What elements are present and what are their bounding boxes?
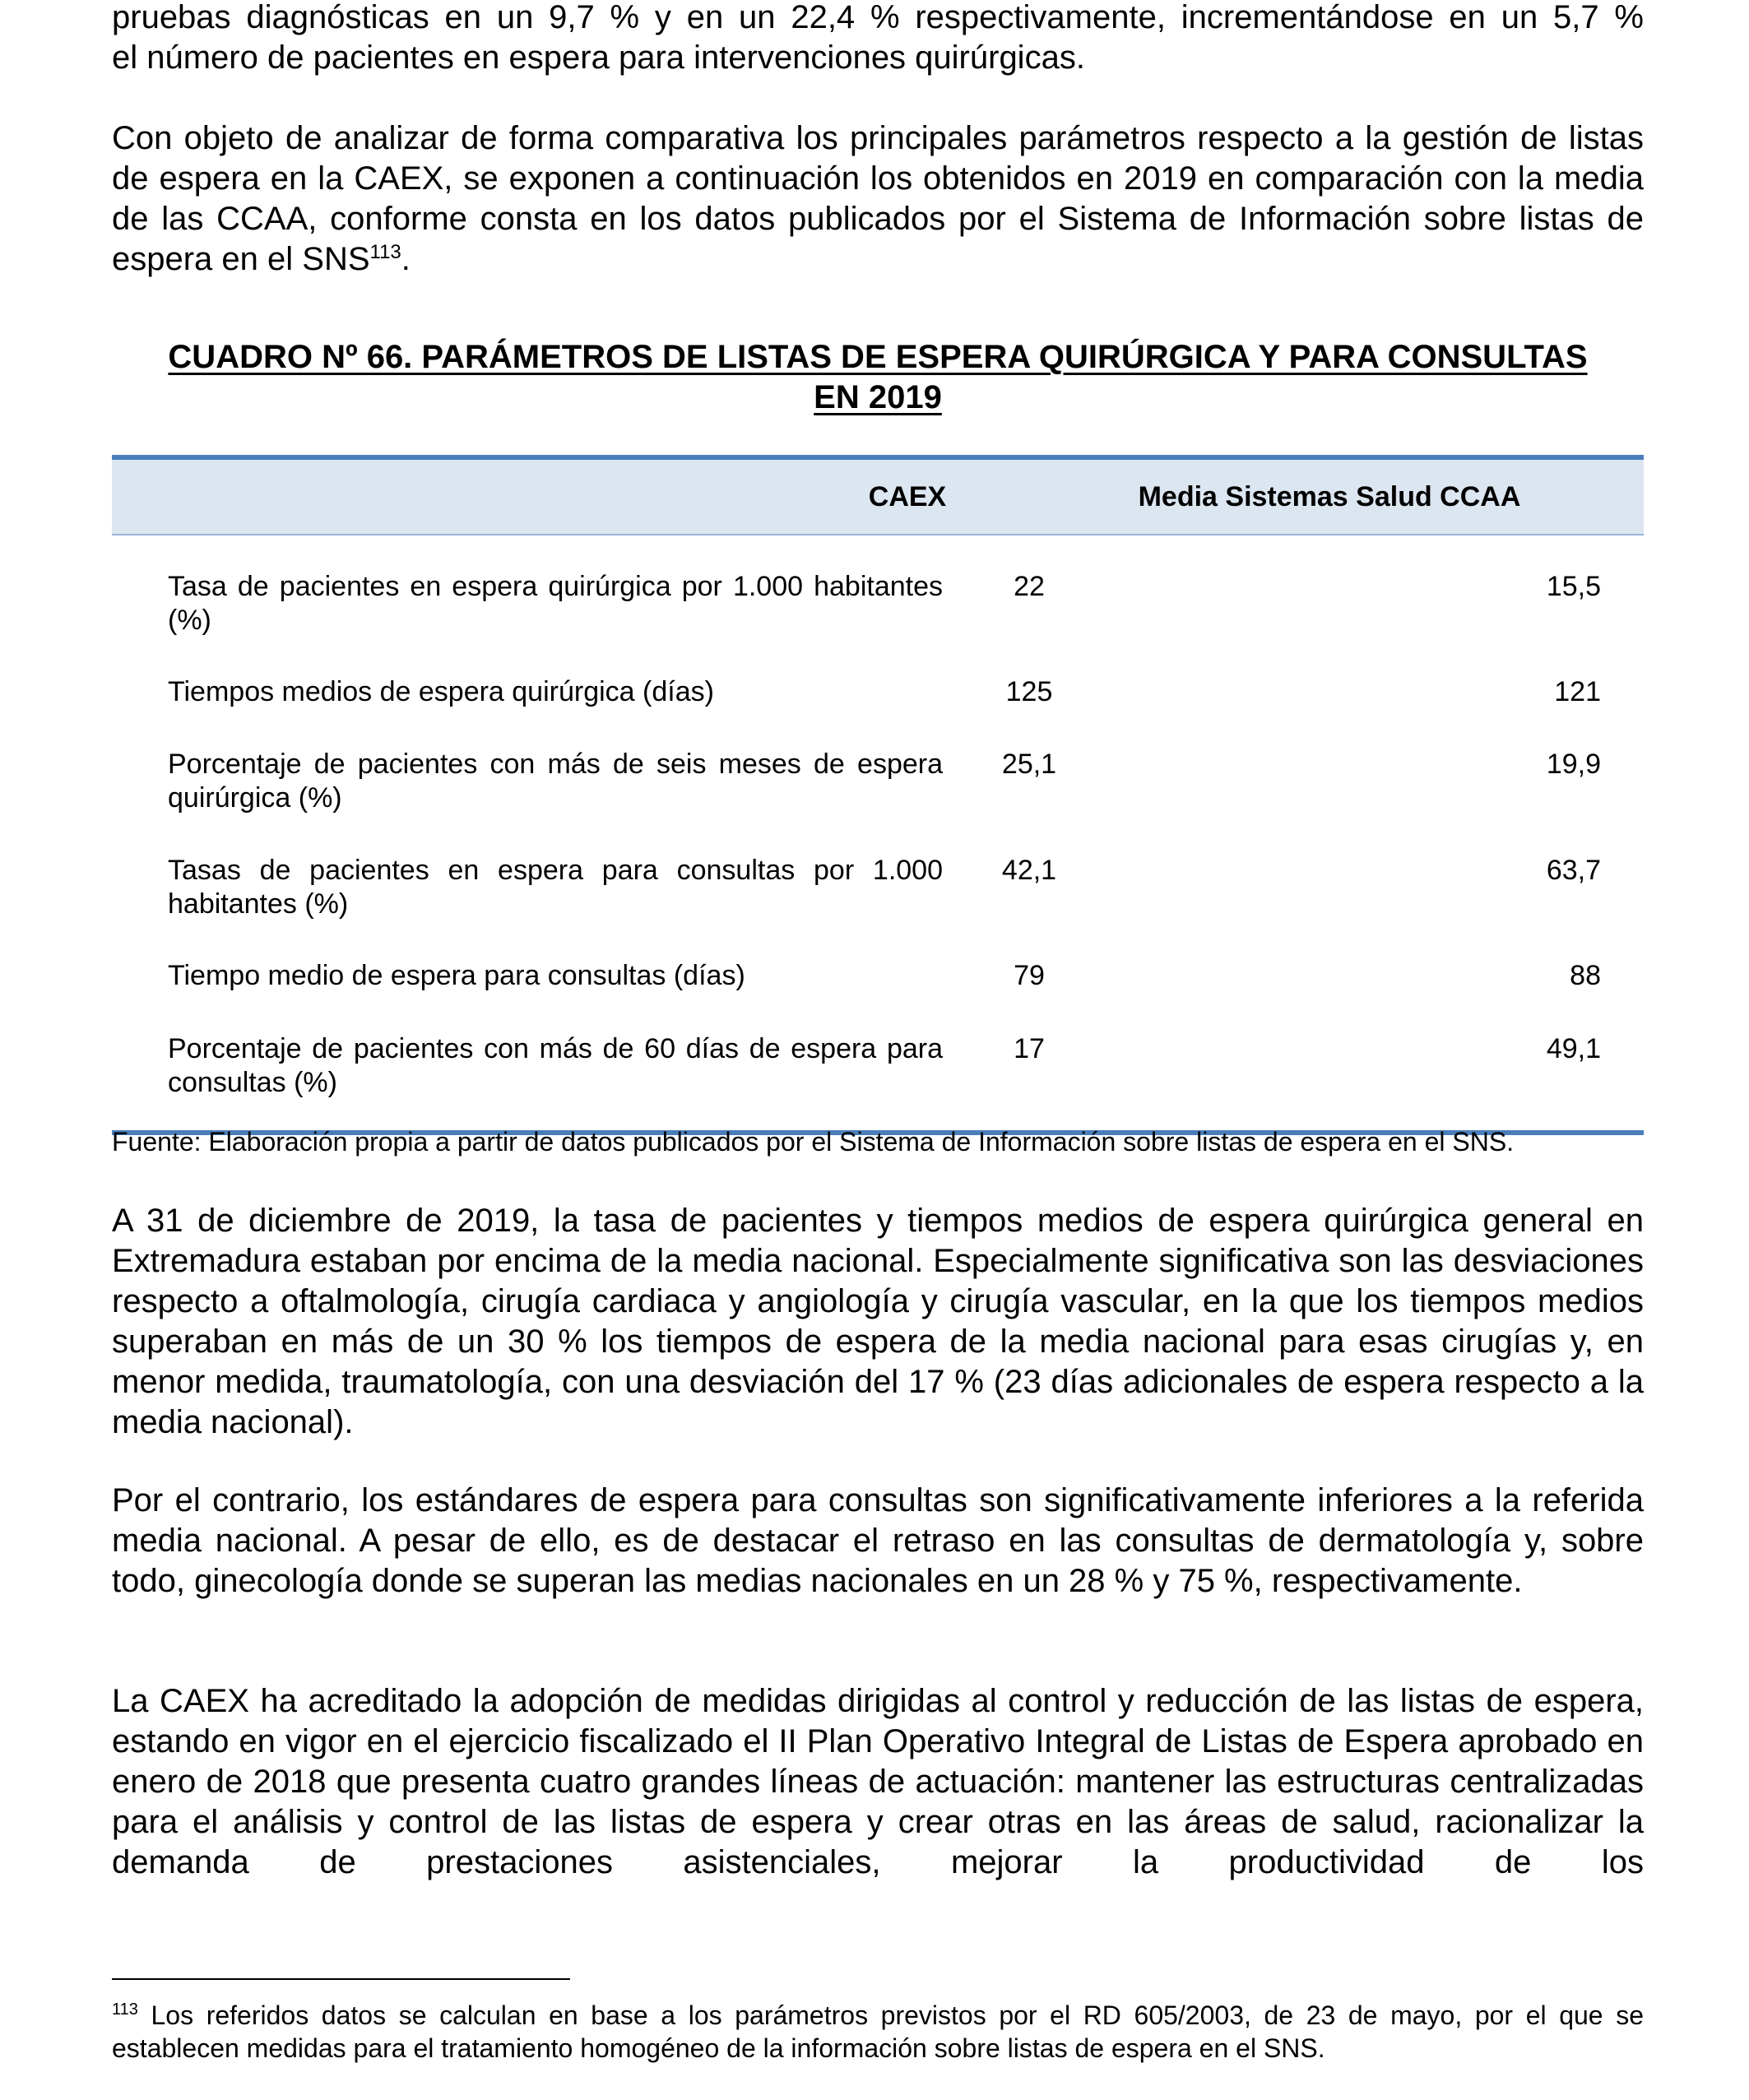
- footnote-number: 113: [112, 2000, 138, 2019]
- row-label: Tasas de pacientes en espera para consultas por 1.000 habitantes (%): [168, 855, 943, 920]
- footnote-reference: 113: [369, 241, 401, 263]
- row-value-caex: 42,1: [1001, 855, 1057, 886]
- row-value-media: 49,1: [1546, 1033, 1601, 1064]
- row-value-caex: 17: [1014, 1033, 1045, 1064]
- footnote: [112, 1999, 1644, 2065]
- table-title-line-2: EN 2019: [814, 379, 942, 415]
- column-header-caex: CAEX: [868, 481, 947, 512]
- paragraph-5: La CAEX ha acreditado la adopción de medidas dirigidas al control y reducción de las listas de espera, estando en vigor en el ejercicio fiscalizado el II Plan Operativo Integral de Listas de Espera aprobado en enero de 2018 que presenta cuatro grandes líneas de actuación: mantener las estructuras centralizadas para el análisis y control de las listas de espera y crear otras en las áreas de salud, racionalizar la demanda de prestaciones asistenciales, mejorar la productividad de los: [112, 1683, 1644, 1880]
- footnote-text: Los referidos datos se calculan en base a los parámetros previstos por el RD 605/2003, de 23 de mayo, por el que se establecen medidas para el tratamiento homogéneo de la información sobre listas de espera en el SNS.: [112, 2000, 1644, 2063]
- row-label: Tasa de pacientes en espera quirúrgica por 1.000 habitantes (%): [168, 571, 943, 636]
- paragraph-2-text: Con objeto de analizar de forma comparativa los principales parámetros respecto a la gestión de listas de espera en la CAEX, se exponen a continuación los obtenidos en 2019 en comparación con la media de las CCAA, conforme consta en los datos publicados por el Sistema de Información sobre listas de espera en el SNS: [112, 120, 1644, 277]
- table-title-line-1: CUADRO Nº 66. PARÁMETROS DE LISTAS DE ESPERA QUIRÚRGICA Y PARA CONSULTAS: [168, 339, 1588, 375]
- row-value-media: 88: [1570, 960, 1601, 991]
- paragraph-2-end: .: [401, 241, 411, 277]
- row-value-caex: 25,1: [1001, 749, 1057, 780]
- row-value-media: 63,7: [1546, 855, 1601, 886]
- table-source-note: Fuente: Elaboración propia a partir de datos publicados por el Sistema de Información sobre listas de espera en el SNS.: [112, 1127, 1515, 1157]
- paragraph-1-line-1: pruebas diagnósticas en un 9,7 % y en un 22,4 % respectivamente, incrementándose en un 5,7 %: [112, 0, 1644, 35]
- row-label: Porcentaje de pacientes con más de seis meses de espera quirúrgica (%): [168, 749, 943, 814]
- paragraph-1: [112, 0, 1644, 78]
- row-value-caex: 125: [1005, 676, 1053, 707]
- table-title: [112, 337, 1644, 418]
- paragraph-2: [112, 118, 1644, 280]
- paragraph-4: Por el contrario, los estándares de espera para consultas son significativamente inferiores a la referida media nacional. A pesar de ello, es de destacar el retraso en las consultas de dermatología y, sobre todo, ginecología donde se superan las medias nacionales en un 28 % y 75 %, respectivamente.: [112, 1482, 1644, 1599]
- row-value-media: 19,9: [1546, 749, 1601, 780]
- paragraph-1-line-2: el número de pacientes en espera para intervenciones quirúrgicas.: [112, 39, 1085, 76]
- row-value-media: 15,5: [1546, 571, 1601, 602]
- footnote-separator: [112, 1978, 570, 1980]
- row-label: Porcentaje de pacientes con más de 60 días de espera para consultas (%): [168, 1033, 943, 1098]
- table-header: [112, 460, 1644, 535]
- paragraph-3: A 31 de diciembre de 2019, la tasa de pacientes y tiempos medios de espera quirúrgica general en Extremadura estaban por encima de la media nacional. Especialmente significativa son las desviaciones respecto a oftalmología, cirugía cardiaca y angiología y cirugía vascular, en la que los tiempos medios superaban en más de un 30 % los tiempos de espera de la media nacional para esas cirugías y, en menor medida, traumatología, con una desviación del 17 % (23 días adicionales de espera respecto a la media nacional).: [112, 1203, 1644, 1440]
- row-label: Tiempos medios de espera quirúrgica (días): [168, 676, 714, 707]
- waiting-list-table: [112, 455, 1644, 1135]
- row-value-caex: 79: [1014, 960, 1045, 991]
- table-body: [112, 535, 1644, 1130]
- row-value-caex: 22: [1014, 571, 1045, 602]
- row-label: Tiempo medio de espera para consultas (días): [168, 960, 745, 991]
- row-value-media: 121: [1554, 676, 1601, 707]
- column-header-media: Media Sistemas Salud CCAA: [1138, 481, 1521, 512]
